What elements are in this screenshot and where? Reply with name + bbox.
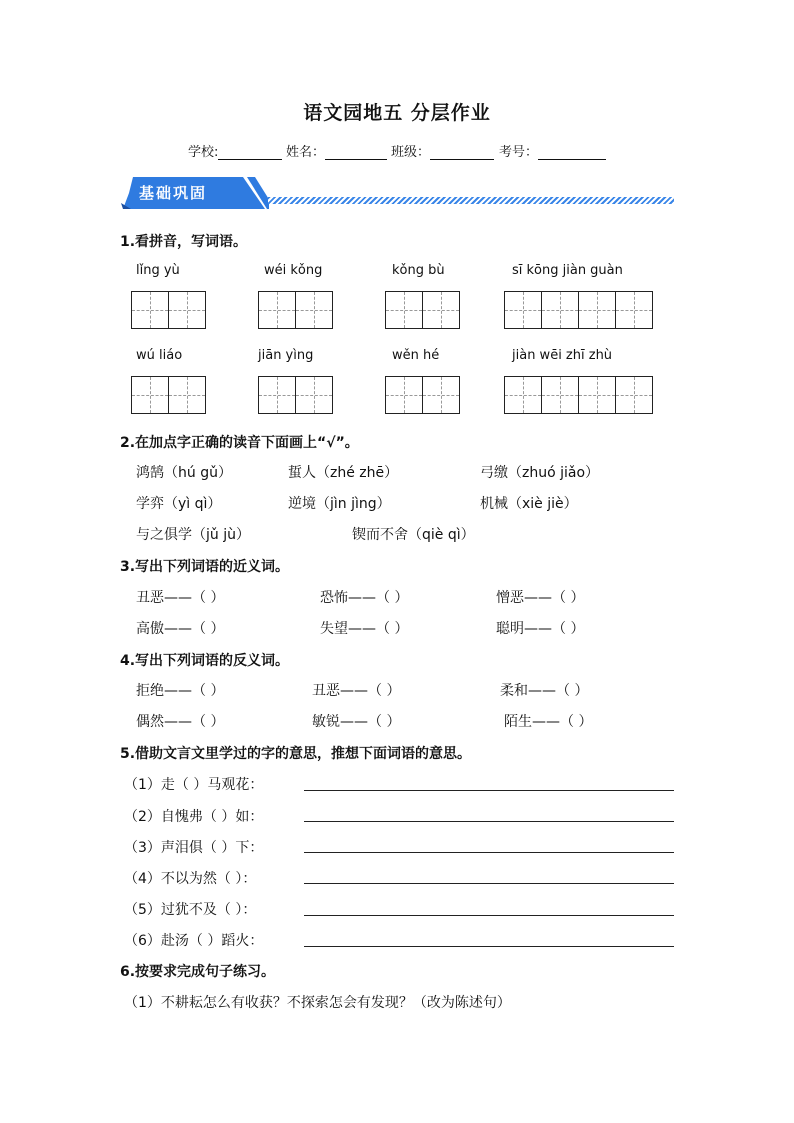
class-blank[interactable] [430,145,494,160]
char-box[interactable] [295,291,333,329]
char-box[interactable] [541,291,579,329]
q3-item-6: 聪明——（ ） [496,621,585,637]
section-banner [123,177,253,209]
q5-item-1: （1）走（ ）马观花： [124,777,264,793]
char-grid-1 [131,291,205,329]
char-grid-6 [258,376,332,414]
pinyin-1: lǐng yù [136,263,180,278]
char-box[interactable] [504,376,542,414]
q4-item-2: 丑恶——（ ） [312,683,401,699]
school-blank[interactable] [218,145,282,160]
exam-no-label: 考号： [499,145,539,160]
char-grid-5 [131,376,205,414]
char-box[interactable] [295,376,333,414]
char-box[interactable] [258,376,296,414]
q2-item-7: 与之俱学（jǔ jù） [136,527,250,543]
char-box[interactable] [258,291,296,329]
q6-item-1: （1）不耕耘怎么有收获？不探索怎会有发现？（改为陈述句） [124,995,511,1011]
q5-item-4: （4）不以为然（ ）： [124,871,257,887]
q5-answer-line-3[interactable] [304,852,674,853]
q2-title: 2.在加点字正确的读音下面画上“√”。 [120,435,359,451]
q2-item-1: 鸿鹄（hú gǔ） [136,465,232,481]
char-box[interactable] [422,291,460,329]
q4-item-6: 陌生——（ ） [504,714,593,730]
q3-item-4: 高傲——（ ） [136,621,225,637]
pinyin-6: jiān yìng [258,348,314,363]
char-box[interactable] [578,291,616,329]
pinyin-4: sī kōng jiàn guàn [512,263,623,278]
name-field [286,141,387,160]
q3-item-1: 丑恶——（ ） [136,590,225,606]
q2-item-4: 学弈（yì qì） [136,496,222,512]
char-box[interactable] [615,376,653,414]
q5-item-5: （5）过犹不及（ ）： [124,902,257,918]
q5-answer-line-5[interactable] [304,915,674,916]
char-grid-8 [504,376,652,414]
char-box[interactable] [131,376,169,414]
q5-answer-line-6[interactable] [304,946,674,947]
q3-title: 3.写出下列词语的近义词。 [120,559,290,575]
char-box[interactable] [541,376,579,414]
q4-title: 4.写出下列词语的反义词。 [120,653,290,669]
char-box[interactable] [422,376,460,414]
banner-stripe [268,197,674,204]
pinyin-2: wéi kǒng [264,263,323,278]
q3-item-3: 憎恶——（ ） [496,590,585,606]
q5-answer-line-1[interactable] [304,790,674,791]
exam-no-blank[interactable] [538,145,606,160]
q2-item-6: 机械（xiè jiè） [480,496,578,512]
pinyin-7: wěn hé [392,348,440,363]
char-box[interactable] [578,376,616,414]
q4-item-4: 偶然——（ ） [136,714,225,730]
char-grid-3 [385,291,459,329]
name-blank[interactable] [325,145,387,160]
q5-item-6: （6）赴汤（ ）蹈火： [124,933,264,949]
name-label: 姓名： [286,145,326,160]
pinyin-3: kǒng bù [392,263,445,278]
q2-item-5: 逆境（jìn jìng） [288,496,391,512]
q3-item-5: 失望——（ ） [320,621,409,637]
q4-item-1: 拒绝——（ ） [136,683,225,699]
q4-item-3: 柔和——（ ） [500,683,589,699]
q2-item-3: 弓缴（zhuó jiǎo） [480,465,600,481]
char-box[interactable] [385,291,423,329]
q5-answer-line-2[interactable] [304,821,674,822]
school-label: 学校: [188,145,219,160]
class-label: 班级： [391,145,431,160]
char-box[interactable] [385,376,423,414]
pinyin-5: wú liáo [136,348,183,363]
page-title: 语文园地五 分层作业 [303,102,491,124]
char-grid-7 [385,376,459,414]
q5-item-3: （3）声泪俱（ ）下： [124,840,264,856]
char-grid-2 [258,291,332,329]
q5-title: 5.借助文言文里学过的字的意思，推想下面词语的意思。 [120,746,472,762]
q5-answer-line-4[interactable] [304,883,674,884]
pinyin-8: jiàn wēi zhī zhù [512,348,613,363]
char-box[interactable] [168,291,206,329]
q2-item-2: 蜇人（zhé zhē） [288,465,399,481]
char-box[interactable] [168,376,206,414]
q1-title: 1.看拼音，写词语。 [120,234,248,250]
q3-item-2: 恐怖——（ ） [320,590,409,606]
char-box[interactable] [615,291,653,329]
banner-label: 基础巩固 [139,184,208,202]
q2-item-8: 锲而不舍（qiè qì） [352,527,475,543]
q4-item-5: 敏锐——（ ） [312,714,401,730]
class-field [391,141,494,160]
q6-title: 6.按要求完成句子练习。 [120,964,276,980]
char-grid-4 [504,291,652,329]
char-box[interactable] [504,291,542,329]
q5-item-2: （2）自愧弗（ ）如： [124,809,264,825]
char-box[interactable] [131,291,169,329]
exam-no-field [499,141,606,160]
school-field [188,141,282,160]
